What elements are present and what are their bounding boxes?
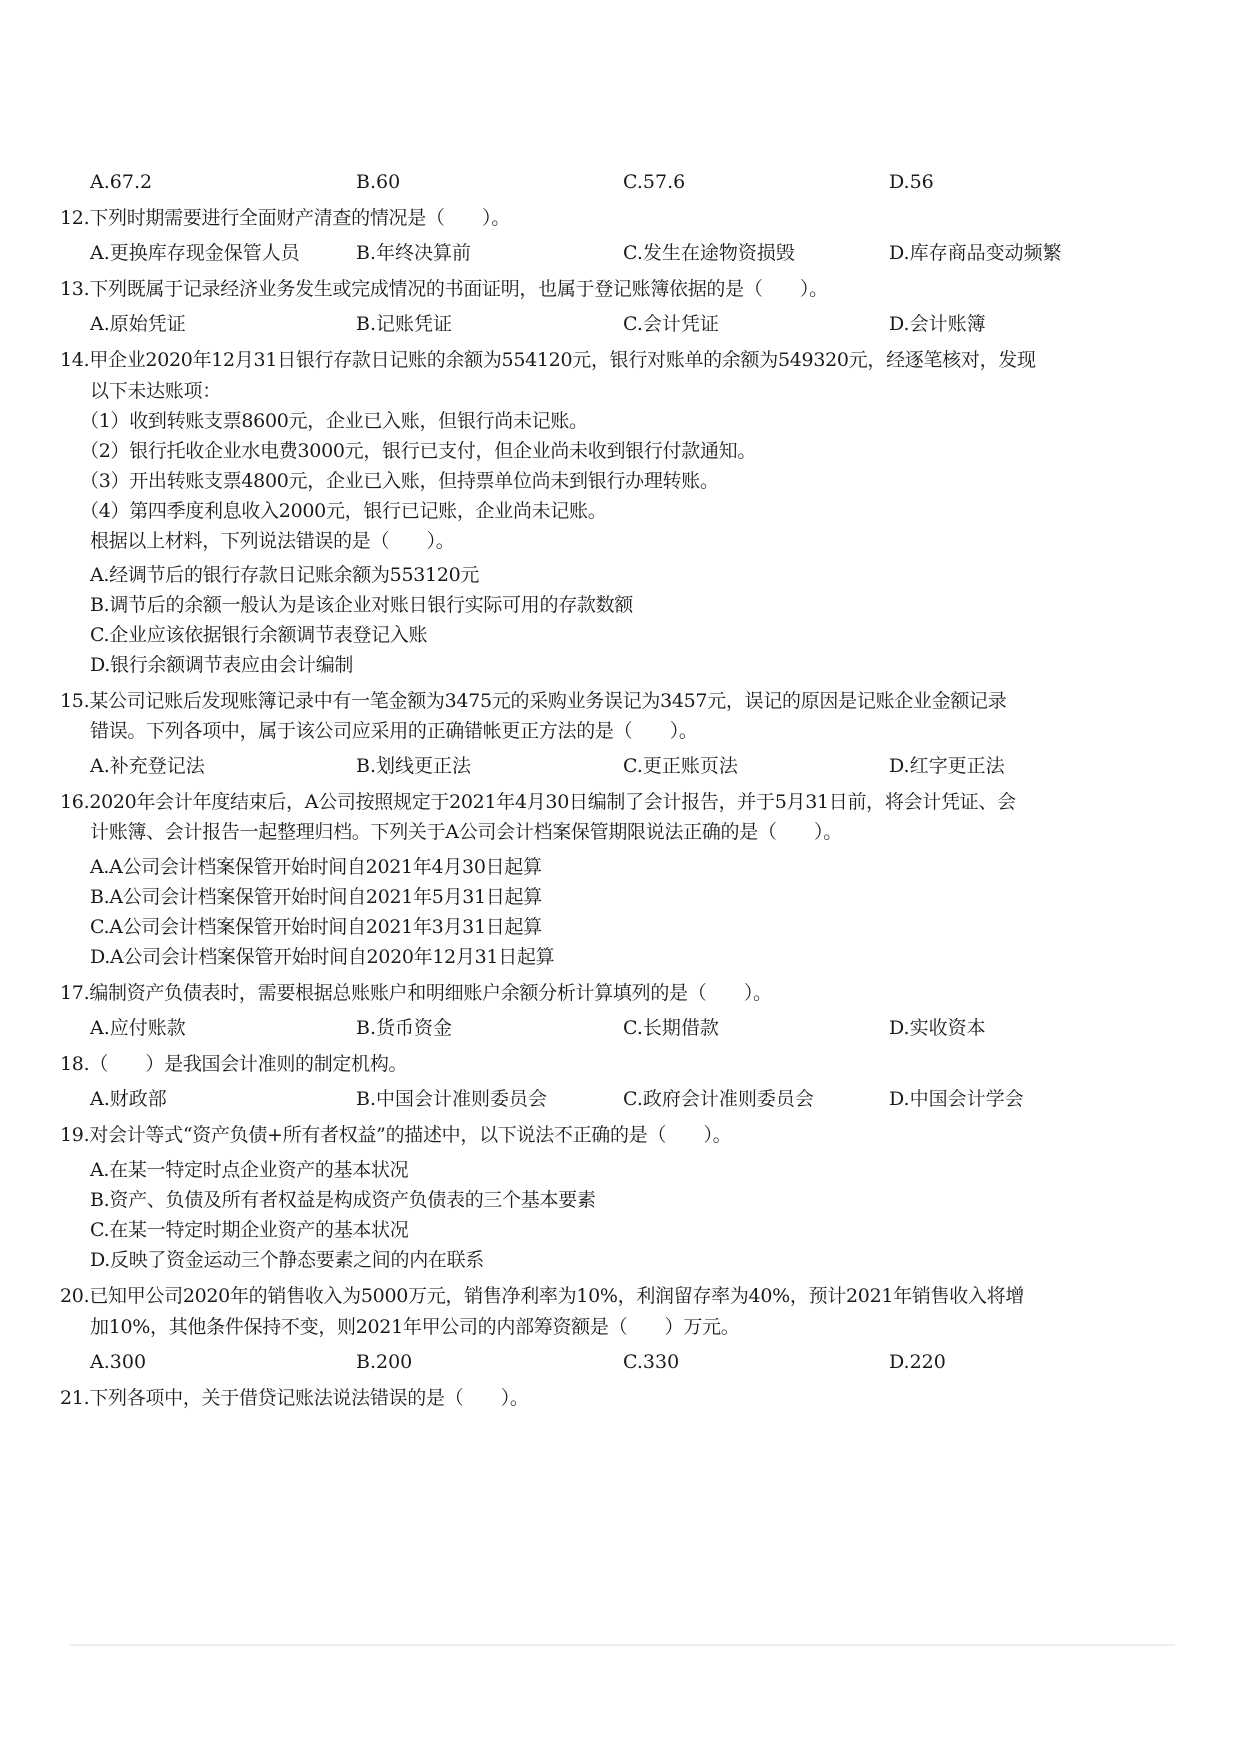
q14-option-c: C.企业应该依据银行余额调节表登记入账: [90, 624, 428, 646]
option-d: D.红字更正法: [889, 755, 1005, 777]
option-b: B.200: [356, 1351, 413, 1373]
option-c: C.会计凭证: [623, 313, 719, 335]
q17-stem: 17.编制资产负债表时，需要根据总账账户和明细账户余额分析计算填列的是（ ）。: [60, 982, 772, 1004]
q15-stem-line-2: 错误。下列各项中，属于该公司应采用的正确错帐更正方法的是（ ）。: [90, 720, 698, 742]
option-b: B.划线更正法: [356, 755, 472, 777]
q19-option-a: A.在某一特定时点企业资产的基本状况: [90, 1159, 409, 1181]
q14-option-a: A.经调节后的银行存款日记账余额为553120元: [90, 564, 480, 586]
option-b: B.中国会计准则委员会: [356, 1088, 548, 1110]
option-d: D.会计账簿: [889, 313, 986, 335]
option-d: D.中国会计学会: [889, 1088, 1024, 1110]
q19-option-d: D.反映了资金运动三个静态要素之间的内在联系: [90, 1249, 484, 1271]
q14-item-4: （4）第四季度利息收入2000元，银行已记账，企业尚未记账。: [80, 500, 607, 522]
option-d: D.56: [889, 171, 934, 193]
q18-stem: 18.（ ）是我国会计准则的制定机构。: [60, 1053, 408, 1075]
option-a: A.补充登记法: [90, 755, 205, 777]
option-c: C.发生在途物资损毁: [623, 242, 795, 264]
option-d: D.库存商品变动频繁: [889, 242, 1062, 264]
q19-option-c: C.在某一特定时期企业资产的基本状况: [90, 1219, 409, 1241]
q20-stem-line-2: 加10%，其他条件保持不变，则2021年甲公司的内部筹资额是（ ）万元。: [90, 1316, 740, 1338]
option-c: C.更正账页法: [623, 755, 738, 777]
option-b: B.记账凭证: [356, 313, 453, 335]
q20-stem-line-1: 20.已知甲公司2020年的销售收入为5000万元，销售净利率为10%，利润留存率为40%，预计2021年销售收入将增: [60, 1285, 1025, 1307]
q14-option-b: B.调节后的余额一般认为是该企业对账日银行实际可用的存款数额: [90, 594, 634, 616]
q13-stem: 13.下列既属于记录经济业务发生或完成情况的书面证明，也属于登记账簿依据的是（ ）。: [60, 278, 828, 300]
q14-stem-line-1: 14.甲企业2020年12月31日银行存款日记账的余额为554120元，银行对账单的余额为549320元，经逐笔核对，发现: [60, 349, 1036, 371]
q14-item-2: （2）银行托收企业水电费3000元，银行已支付，但企业尚未收到银行付款通知。: [80, 440, 757, 462]
q16-option-d: D.A公司会计档案保管开始时间自2020年12月31日起算: [90, 946, 555, 968]
option-a: A.财政部: [90, 1088, 167, 1110]
option-c: C.57.6: [623, 171, 686, 193]
option-c: C.长期借款: [623, 1017, 719, 1039]
option-b: B.年终决算前: [356, 242, 472, 264]
option-c: C.330: [623, 1351, 680, 1373]
option-a: A.300: [90, 1351, 147, 1373]
option-b: B.60: [356, 171, 401, 193]
q14-prompt: 根据以上材料，下列说法错误的是（ ）。: [90, 530, 455, 552]
option-c: C.政府会计准则委员会: [623, 1088, 814, 1110]
q16-option-b: B.A公司会计档案保管开始时间自2021年5月31日起算: [90, 886, 542, 908]
q19-option-b: B.资产、负债及所有者权益是构成资产负债表的三个基本要素: [90, 1189, 596, 1211]
option-a: A.应付账款: [90, 1017, 186, 1039]
q14-item-1: （1）收到转账支票8600元，企业已入账，但银行尚未记账。: [80, 410, 588, 432]
option-d: D.实收资本: [889, 1017, 986, 1039]
q19-stem: 19.对会计等式“资产负债+所有者权益”的描述中，以下说法不正确的是（ ）。: [60, 1124, 732, 1146]
option-d: D.220: [889, 1351, 946, 1373]
q16-stem-line-2: 计账簿、会计报告一起整理归档。下列关于A公司会计档案保管期限说法正确的是（ ）。: [90, 821, 842, 843]
q16-stem-line-1: 16.2020年会计年度结束后，A公司按照规定于2021年4月30日编制了会计报告，并于5月31日前，将会计凭证、会: [60, 791, 1016, 813]
option-a: A.更换库存现金保管人员: [90, 242, 300, 264]
q16-option-a: A.A公司会计档案保管开始时间自2021年4月30日起算: [90, 856, 542, 878]
option-a: A.原始凭证: [90, 313, 186, 335]
q21-stem: 21.下列各项中，关于借贷记账法说法错误的是（ ）。: [60, 1387, 529, 1409]
q14-item-3: （3）开出转账支票4800元，企业已入账，但持票单位尚未到银行办理转账。: [80, 470, 719, 492]
q15-stem-line-1: 15.某公司记账后发现账簿记录中有一笔金额为3475元的采购业务误记为3457元，误记的原因是记账企业金额记录: [60, 690, 1007, 712]
q12-stem: 12.下列时期需要进行全面财产清查的情况是（ ）。: [60, 207, 510, 229]
q14-stem-line-2: 以下未达账项：: [90, 380, 221, 402]
q16-option-c: C.A公司会计档案保管开始时间自2021年3月31日起算: [90, 916, 542, 938]
q14-option-d: D.银行余额调节表应由会计编制: [90, 654, 354, 676]
option-a: A.67.2: [90, 171, 153, 193]
footer-divider: [70, 1644, 1175, 1646]
option-b: B.货币资金: [356, 1017, 453, 1039]
